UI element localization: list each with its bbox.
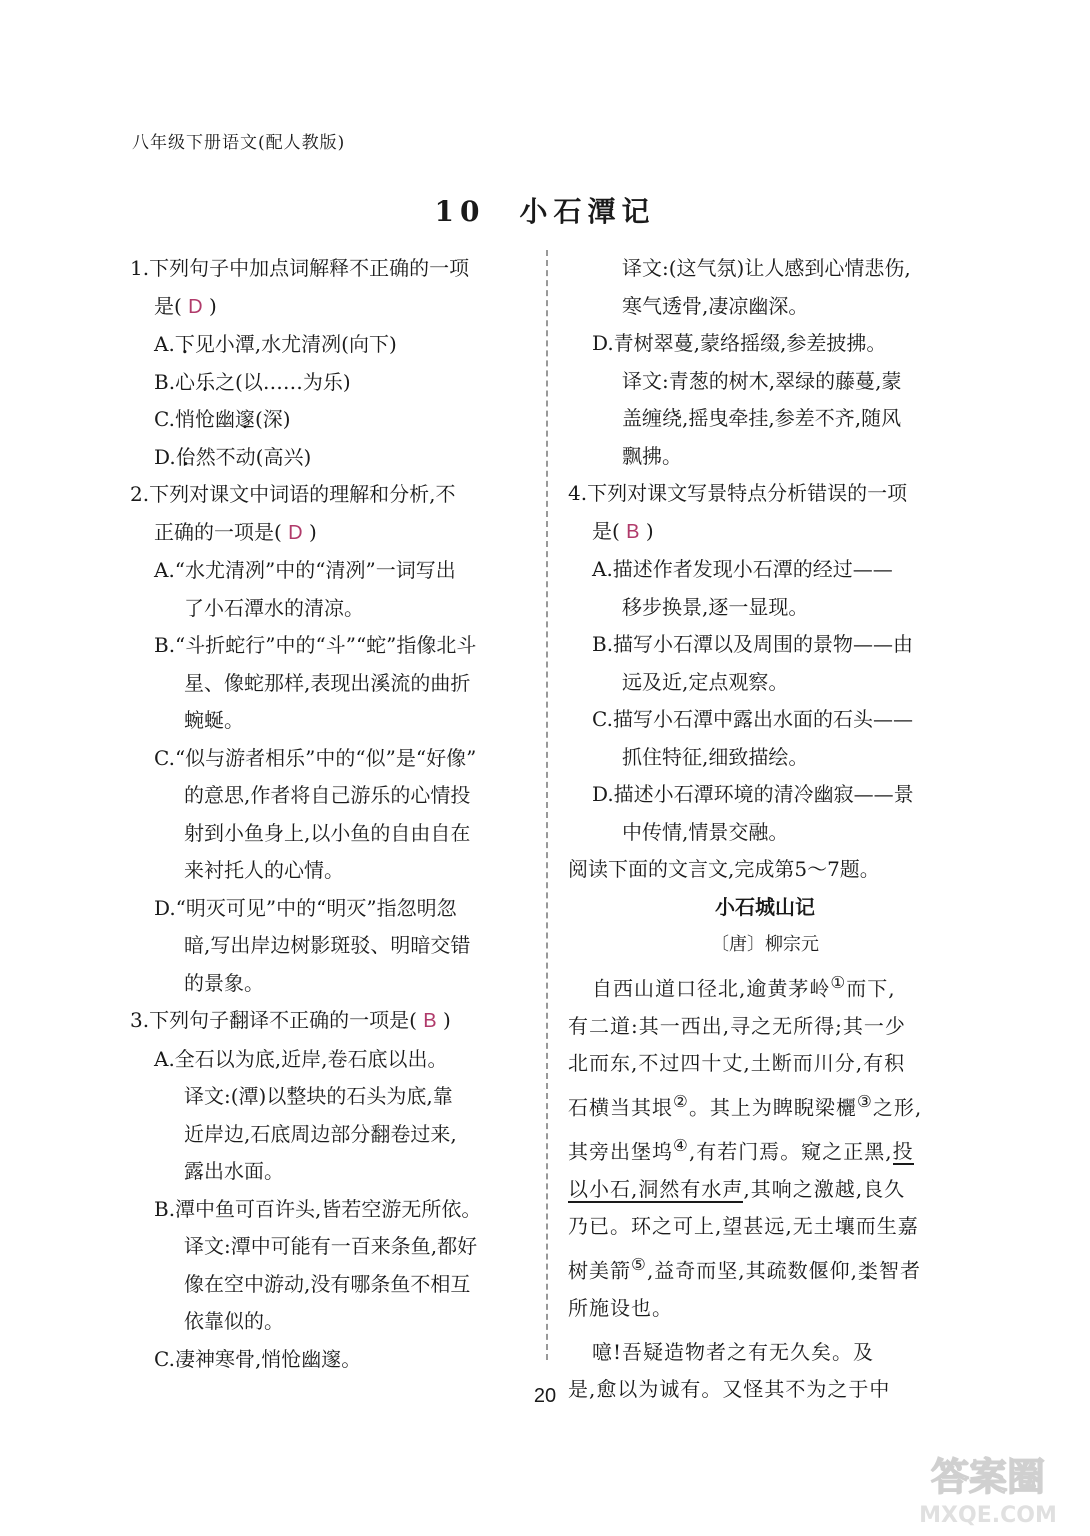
footnote-marker: ③: [856, 1091, 873, 1111]
question-4-answer: B: [626, 520, 640, 543]
passage-text: 其旁出堡坞: [568, 1139, 673, 1164]
question-3-option-b-translation: 像在空中游动,没有哪条鱼不相互: [184, 1271, 471, 1296]
reading-instruction: 阅读下面的文言文,完成第5～7题。: [568, 857, 880, 881]
question-2-stem-prefix: 正确的一项是(: [154, 519, 282, 544]
book-header: 八年级下册语文(配人教版): [132, 133, 346, 153]
option-b-label: B.心: [154, 369, 196, 394]
question-2-option-d: D.“明灭可见”中的“明灭”指忽明忽: [154, 895, 457, 920]
question-4-option-d: D.描述小石潭环境的清冷幽寂——景: [592, 782, 914, 806]
question-3-option-d-translation: 盖缠绕,摇曳牵挂,参差不齐,随风: [622, 406, 902, 430]
question-3-option-d-translation: 译文:青葱的树木,翠绿的藤蔓,蒙: [622, 368, 902, 393]
column-divider: [546, 250, 548, 1360]
passage-line: [568, 1171, 962, 1209]
question-3-stem-prefix: 3.下列句子翻译不正确的一项是(: [130, 1008, 417, 1032]
dotted-word: 乐: [195, 369, 216, 394]
question-3-option-d: D.青树翠蔓,蒙络摇缀,参差披拂。: [592, 331, 887, 355]
footnote-marker: ②: [673, 1091, 689, 1111]
lesson-title: 10 小石潭记: [434, 195, 656, 228]
footnote-marker: ④: [673, 1135, 689, 1155]
passage-line: [568, 1127, 962, 1171]
passage-text: 。其上为睥睨梁欐: [688, 1095, 857, 1120]
passage-text: 自西山道口径北,逾黄茅岭: [592, 976, 831, 1001]
passage-text: 智者: [879, 1258, 922, 1283]
question-4-option-b: B.描写小石潭以及周围的景物——由: [592, 632, 914, 656]
question-3-option-b-translation: 依靠似的。: [184, 1309, 284, 1333]
question-3-option-b-translation: 译文:潭中可能有一百来条鱼,都好: [184, 1234, 478, 1258]
question-4-option-a-cont: 移步换景,逐一显现。: [622, 594, 809, 619]
question-3: [130, 1002, 524, 1378]
page-number: 20: [533, 1385, 557, 1407]
question-2-option-c-cont: 来衬托人的心情。: [184, 858, 344, 882]
question-4-option-d-cont: 中传情,情景交融。: [622, 819, 789, 844]
passage-line: 是,愈以为诚有。又怪其不为之于中: [568, 1377, 891, 1402]
question-4-stem-cont: [568, 513, 962, 552]
question-2-stem: 2.下列对课文中词语的理解和分析,不: [130, 482, 456, 506]
passage-paragraph-1: [568, 964, 962, 1328]
footnote-marker: ⑤: [631, 1254, 647, 1274]
question-3-option-c-translation: 译文:(这气氛)让人感到心情悲伤,: [622, 256, 911, 280]
question-2-stem-cont: [130, 514, 524, 553]
question-3-stem: [130, 1002, 524, 1041]
passage-text: ,益奇而坚,其疏数偃仰,: [646, 1258, 859, 1283]
dotted-word: 邃: [234, 407, 255, 431]
right-column: [568, 250, 962, 1409]
passage-author: 〔唐〕柳宗元: [711, 934, 819, 955]
question-3-stem-suffix: ): [442, 1008, 451, 1032]
question-3-option-a-translation: 近岸边,石底周边部分翻卷过来,: [184, 1121, 457, 1146]
question-1-option-a: [130, 326, 524, 364]
question-4-option-c-cont: 抓住特征,细致描绘。: [622, 744, 809, 769]
footnote-marker: ①: [830, 972, 847, 992]
question-3-option-a-translation: 露出水面。: [184, 1159, 284, 1183]
question-1-stem-cont: [130, 288, 524, 327]
watermark-url: MXQE.COM: [919, 1503, 1057, 1528]
underlined-text: 投: [892, 1139, 914, 1164]
option-a-text: 见小潭,水尤清冽(向下): [194, 332, 397, 356]
question-3-option-a-translation: 译文:(潭)以整块的石头为底,靠: [184, 1084, 453, 1108]
passage-line: 有二道:其一西出,寻之无所得;其一少: [568, 1013, 906, 1038]
passage-text: ,其响之激越,良久: [743, 1176, 906, 1201]
passage-title: 小石城山记: [715, 894, 815, 919]
passage-text: 之形,: [872, 1095, 923, 1120]
question-2-option-d-cont: 的景象。: [184, 970, 264, 995]
passage-text: 而下,: [846, 976, 896, 1001]
question-4-stem: 4.下列对课文写景特点分析错误的一项: [568, 481, 908, 505]
passage-line: [568, 1246, 962, 1290]
question-2-answer: D: [288, 521, 303, 544]
option-d-text: 然不动(高兴): [195, 444, 312, 469]
passage-text: ,有若门焉。窥之正黑,: [688, 1139, 893, 1164]
left-column: [130, 250, 524, 1378]
question-2-option-a-cont: 了小石潭水的清凉。: [184, 595, 364, 620]
question-1-stem-suffix: ): [208, 293, 217, 318]
question-3-answer: B: [423, 1010, 437, 1032]
question-2: [130, 476, 524, 1002]
question-2-option-c-cont: 的意思,作者将自己游乐的心情投: [184, 783, 471, 807]
passage-line: 乃已。环之可上,望甚远,无土壤而生嘉: [568, 1214, 919, 1239]
option-b-text: 之(以……为乐): [215, 369, 351, 394]
question-1-option-b: [130, 364, 524, 402]
passage-line: 噫!吾疑造物者之有无久矣。及: [592, 1339, 875, 1364]
passage-line: [568, 964, 962, 1008]
question-4-stem-suffix: ): [645, 518, 654, 543]
question-4: [568, 475, 962, 851]
question-3-option-a: A.全石以为底,近岸,卷石底以出。: [154, 1046, 448, 1071]
question-3-option-c-translation: 寒气透骨,凄凉幽深。: [622, 293, 809, 318]
question-2-option-c-cont: 射到小鱼身上,以小鱼的自由自在: [184, 820, 471, 845]
question-1: [130, 250, 524, 476]
dotted-word: 下: [174, 332, 195, 356]
passage-line: [568, 1083, 962, 1127]
question-2-option-b: B.“斗折蛇行”中的“斗”“蛇”指像北斗: [154, 633, 477, 657]
question-4-option-c: C.描写小石潭中露出水面的石头——: [592, 707, 913, 731]
option-a-label: A.: [154, 332, 175, 356]
passage-line: 北而东,不过四十丈,土断而川分,有积: [568, 1051, 906, 1076]
question-1-option-d: [130, 439, 524, 477]
dotted-word: 佁: [175, 444, 196, 469]
question-1-answer: D: [188, 295, 203, 318]
question-4-option-b-cont: 远及近,定点观察。: [622, 669, 789, 694]
passage-text: 石横当其垠: [568, 1095, 673, 1120]
question-2-stem-suffix: ): [308, 519, 317, 544]
dotted-word: 类: [858, 1258, 880, 1283]
option-d-label: D.: [154, 444, 176, 469]
question-3-option-d-translation: 飘拂。: [622, 443, 682, 468]
question-2-option-b-cont: 星、像蛇那样,表现出溪流的曲折: [184, 670, 471, 695]
question-2-option-d-cont: 暗,写出岸边树影斑驳、明暗交错: [184, 933, 471, 957]
question-4-stem-prefix: 是(: [592, 518, 620, 543]
question-3-option-b: B.潭中鱼可百许头,皆若空游无所依。: [154, 1196, 482, 1221]
question-1-stem: 1.下列句子中加点词解释不正确的一项: [130, 256, 470, 280]
question-3-option-c: C.凄神寒骨,悄怆幽邃。: [154, 1346, 362, 1371]
option-c-text: (深): [254, 407, 291, 431]
passage-text: 树美箭: [568, 1258, 631, 1283]
question-1-stem-prefix: 是(: [154, 293, 182, 318]
question-2-option-b-cont: 蜿蜒。: [184, 708, 244, 732]
question-4-option-a: A.描述作者发现小石潭的经过——: [592, 557, 893, 581]
question-1-option-c: [130, 401, 524, 439]
underlined-text: 以小石,洞然有水声: [568, 1176, 744, 1201]
option-c-label: C.悄怆幽: [154, 407, 235, 431]
watermark-logo: [898, 1448, 1078, 1528]
watermark-text: 答案圈: [930, 1455, 1046, 1499]
question-2-option-a: A.“水尤清冽”中的“清冽”一词写出: [154, 558, 456, 582]
passage-line: 所施设也。: [568, 1296, 673, 1321]
question-2-option-c: C.“似与游者相乐”中的“似”是“好像”: [154, 745, 477, 770]
